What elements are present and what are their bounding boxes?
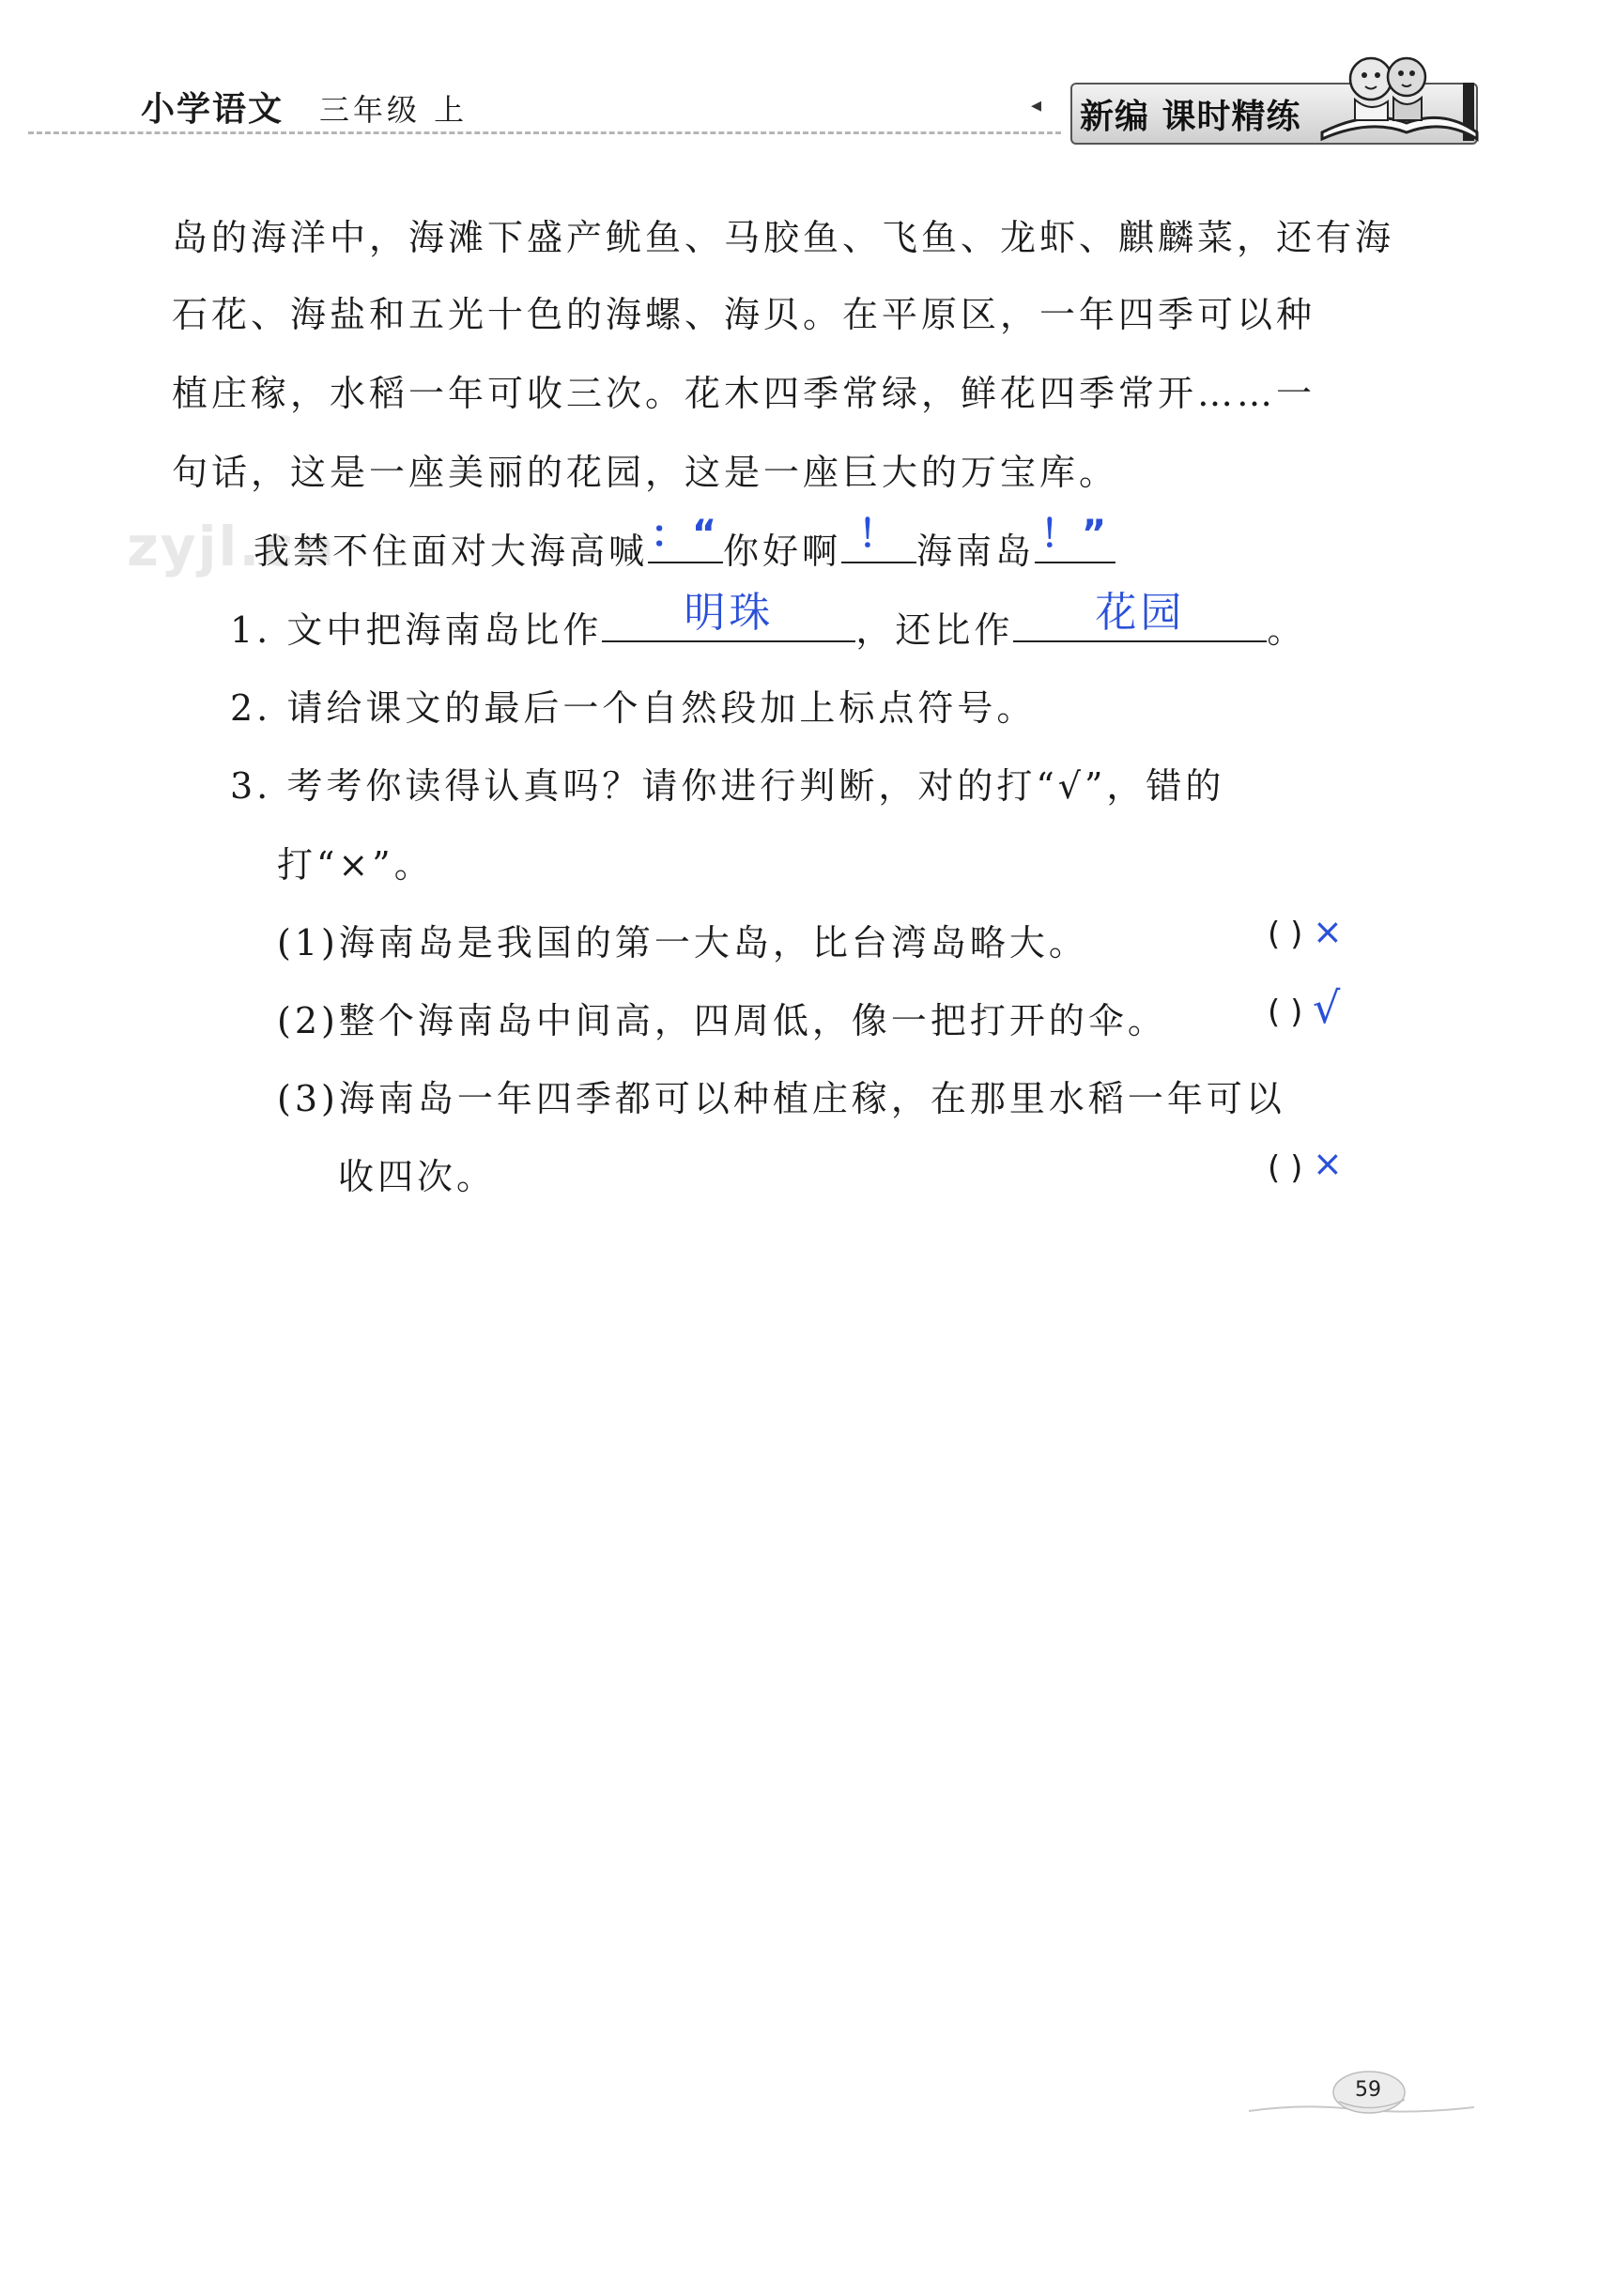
watermark: zyjl.cn — [127, 515, 337, 578]
statement-3: (3)海南岛一年四季都可以种植庄稼，在那里水稻一年可以 — [277, 1078, 1285, 1119]
answer-blank-1[interactable] — [602, 589, 855, 642]
passage-line-2: 石花、海盐和五光十色的海螺、海贝。在平原区，一年四季可以种 — [172, 294, 1316, 335]
punct-blank-2[interactable] — [841, 513, 916, 563]
judgment-box-1[interactable]: ( ) — [1268, 916, 1303, 953]
question-3-cont: 打“×”。 — [277, 844, 434, 886]
answer-punct-1: ：“ — [650, 513, 721, 556]
brand-title: 新编 课时精练 — [1080, 98, 1301, 136]
arrow-left-icon: ◂ — [1031, 94, 1042, 117]
statement-1: (1)海南岛是我国的第一大岛，比台湾岛略大。 — [277, 922, 1088, 963]
answer-text-1: 明珠 — [684, 589, 775, 637]
question-text: 1. 文中把海南岛比作 — [230, 609, 603, 651]
book-subject: 小学语文 — [141, 90, 285, 129]
punct-blank-1[interactable] — [648, 513, 723, 563]
answer-punct-3: ！” — [1039, 513, 1111, 556]
cross-mark-icon: × — [1313, 911, 1343, 952]
passage-line-5 — [254, 513, 1115, 574]
book-mascot-icon — [1313, 43, 1482, 146]
punct-blank-3[interactable] — [1035, 513, 1115, 563]
question-text: 。 — [1267, 609, 1307, 651]
judgment-box-3[interactable]: ( ) — [1268, 1149, 1303, 1187]
question-2: 2. 请给课文的最后一个自然段加上标点符号。 — [230, 687, 1037, 729]
passage-line-3: 植庄稼，水稻一年可收三次。花木四季常绿，鲜花四季常开……一 — [172, 373, 1316, 414]
passage-text: 你好啊 — [723, 531, 842, 572]
passage-text: 海南岛 — [916, 531, 1036, 572]
question-1 — [230, 589, 1307, 653]
passage-line-1: 岛的海洋中，海滩下盛产鱿鱼、马胶鱼、飞鱼、龙虾、麒麟菜，还有海 — [172, 217, 1395, 258]
passage-text: 我禁不住面对大海高喊 — [254, 531, 649, 572]
header-divider — [28, 131, 1061, 134]
answer-text-2: 花园 — [1095, 589, 1186, 637]
statement-2: (2)整个海南岛中间高，四周低，像一把打开的伞。 — [277, 1000, 1167, 1041]
cross-mark-icon: × — [1313, 1143, 1343, 1184]
book-grade: 三年级 上 — [319, 92, 469, 128]
passage-line-4: 句话，这是一座美丽的花园，这是一座巨大的万宝库。 — [172, 452, 1119, 493]
answer-blank-2[interactable] — [1013, 589, 1267, 642]
check-mark-icon: √ — [1313, 982, 1341, 1033]
statement-3-cont: 收四次。 — [338, 1156, 497, 1197]
judgment-box-2[interactable]: ( ) — [1268, 994, 1303, 1031]
answer-punct-2: ！ — [858, 513, 900, 556]
question-text: ，还比作 — [855, 609, 1014, 651]
question-3: 3. 考考你读得认真吗？请你进行判断，对的打“√”，错的 — [230, 765, 1225, 807]
page-number: 59 — [1355, 2078, 1381, 2102]
